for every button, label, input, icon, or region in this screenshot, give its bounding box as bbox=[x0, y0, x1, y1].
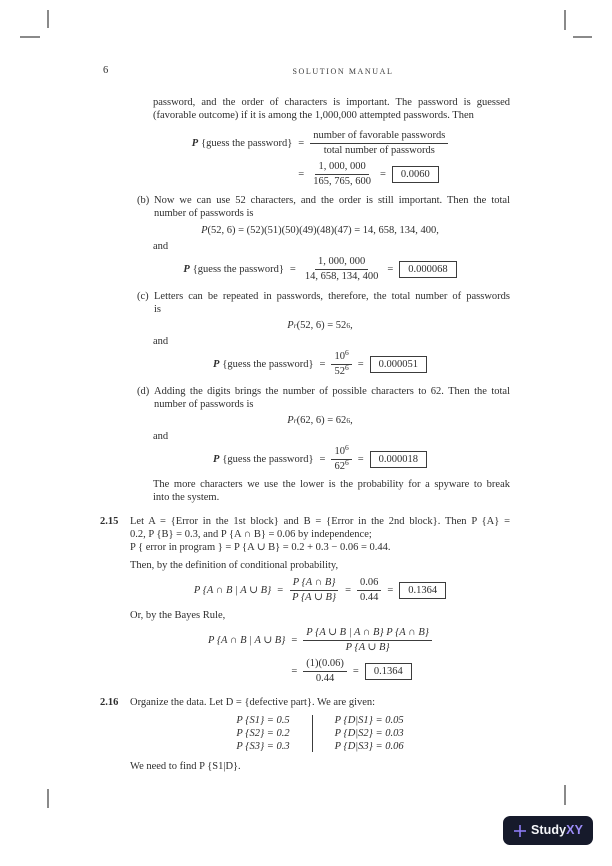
given-row: P {D|S2} = 0.03 bbox=[334, 728, 404, 739]
item-label: (d) bbox=[137, 386, 150, 397]
equation-guess-password-d: P {guess the password} = $\frac{10^6}{62^6}$ = 0.000018 bbox=[130, 446, 510, 473]
equation-bayes-rule: P {A ∩ B | A ∪ B} = $\frac{P \{A \cup B | A \cap B\} P \{A \cap B\}}{P \{A \cup B\}}$ = $\frac{(1)(0.06)}{0.44}$ = 0.1364 bbox=[130, 627, 510, 685]
given-row: P {S2} = 0.2 bbox=[236, 728, 290, 739]
crop-mark-top-right-vertical bbox=[564, 10, 566, 30]
text-and: and bbox=[153, 336, 169, 347]
text-line: Letters can be repeated in passwords, therefore, the total number of passwords bbox=[154, 291, 510, 302]
text-line: Or, by the Bayes Rule, bbox=[130, 610, 226, 621]
text-line: Then, by the definition of conditional probability, bbox=[130, 560, 339, 571]
text-line: 0.2, P {B} = 0.3, and P {A ∩ B} = 0.06 by independence; bbox=[130, 529, 372, 540]
plus-icon bbox=[513, 824, 527, 838]
text-line: Let A = {Error in the 1st block} and B = {Error in the 2nd block}. Then P {A} = bbox=[130, 516, 510, 527]
fraction: $\frac{0.06}{0.44}$ bbox=[357, 577, 381, 604]
fraction: $\frac{1, 000, 000}{14, 658, 134, 400}$ bbox=[304, 256, 379, 282]
math-P: P bbox=[183, 264, 190, 275]
solution-item-b bbox=[137, 194, 510, 220]
math-P: P bbox=[212, 454, 220, 465]
text-line: (favorable outcome) if it is among the 1,000,000 attempted passwords. Then bbox=[153, 110, 474, 121]
equation-guess-password-a: P {guess the password} = $\frac{\text{number of favorable passwords}}{\text{total number of passwords}}$ = $\frac{1, 000, 000}{165, 765, 600}$ = 0.0060 bbox=[130, 130, 510, 188]
table-divider bbox=[312, 715, 313, 752]
boxed-answer: 0.1364 bbox=[399, 582, 446, 599]
text-and: and bbox=[153, 241, 169, 252]
studyxy-logo bbox=[503, 816, 593, 845]
item-label: (b) bbox=[137, 195, 150, 206]
equation-permutation-b: P (52, 6) = (52)(51)(50)(49)(48)(47) = 14, 658, 134, 400, bbox=[201, 225, 439, 236]
crop-mark-bottom-left-vertical bbox=[47, 789, 49, 808]
text-line: password, and the order of characters is important. The password is guessed bbox=[153, 97, 510, 108]
problem-number: 2.15 bbox=[100, 516, 119, 527]
page-header bbox=[103, 64, 583, 78]
text-line: We need to find P {S1|D}. bbox=[130, 761, 241, 772]
crop-mark-top-left-vertical bbox=[47, 10, 49, 28]
given-row: P {D|S1} = 0.05 bbox=[334, 715, 404, 726]
math-P: P bbox=[201, 225, 208, 236]
problem-2-16 bbox=[100, 696, 510, 773]
brand-text: StudyXY bbox=[530, 823, 584, 837]
boxed-answer: 0.1364 bbox=[365, 663, 412, 680]
text-line: The more characters we use the lower is the probability for a spyware to break bbox=[153, 479, 510, 490]
math-P: P bbox=[287, 415, 294, 426]
text-and: and bbox=[153, 431, 169, 442]
solution-item-c bbox=[137, 290, 510, 316]
text-line: number of passwords is bbox=[154, 399, 254, 410]
equation-lhs: P {A ∩ B | A ∪ B} bbox=[208, 635, 286, 646]
fraction: $\frac{\text{number of favorable passwords}}{\text{total number of passwords}}$ bbox=[310, 130, 448, 157]
equation-permutation-d: P r (62, 6) = 62 6 , bbox=[287, 415, 353, 426]
fraction: $\frac{1, 000, 000}{165, 765, 600}$ bbox=[313, 161, 371, 187]
page-number: 6 bbox=[103, 65, 109, 76]
crop-mark-top-left-horizontal bbox=[20, 36, 40, 38]
boxed-answer: 0.000068 bbox=[399, 261, 456, 278]
given-row: P {S3} = 0.3 bbox=[236, 741, 290, 752]
given-row: P {D|S3} = 0.06 bbox=[334, 741, 404, 752]
given-probabilities-table bbox=[130, 714, 510, 753]
math-P: P bbox=[191, 138, 199, 149]
math-P: P bbox=[212, 359, 220, 370]
boxed-answer: 0.000018 bbox=[370, 451, 427, 468]
item-label: (c) bbox=[137, 291, 149, 302]
text-line: Now we can use 52 characters, and the order is still important. Then the total bbox=[154, 195, 510, 206]
text-line: Organize the data. Let D = {defective part}. We are given: bbox=[130, 697, 376, 708]
crop-mark-bottom-right-vertical bbox=[564, 785, 566, 805]
fraction: $\frac{10^6}{62^6}$ bbox=[331, 446, 351, 473]
crop-mark-top-right-horizontal bbox=[573, 36, 592, 38]
problem-number: 2.16 bbox=[100, 697, 119, 708]
equation-lhs: P {A ∩ B | A ∪ B} bbox=[193, 585, 272, 596]
paragraph-part-a bbox=[153, 96, 510, 122]
given-row: P {S1} = 0.5 bbox=[236, 715, 290, 726]
fraction: $\frac{P \{A \cap B\}}{P \{A \cup B\}}$ bbox=[289, 577, 339, 604]
equation-guess-password-b: P {guess the password} = $\frac{1, 000, 000}{14, 658, 134, 400}$ = 0.000068 bbox=[130, 256, 510, 283]
text-line: number of passwords is bbox=[154, 208, 254, 219]
boxed-answer: 0.0060 bbox=[392, 166, 439, 183]
text-line: is bbox=[154, 304, 162, 315]
problem-2-15 bbox=[100, 515, 510, 685]
boxed-answer: 0.000051 bbox=[370, 356, 427, 373]
text-line: Adding the digits brings the number of possible characters to 62. Then the total bbox=[154, 386, 510, 397]
text-line: P { error in program } = P {A ∪ B} = 0.2 + 0.3 − 0.06 = 0.44. bbox=[130, 542, 391, 553]
fraction: $\frac{P \{A \cup B | A \cap B\} P \{A \cap B\}}{P \{A \cup B\}}$ bbox=[303, 627, 432, 654]
math-P: P bbox=[287, 320, 294, 331]
fraction: $\frac{(1)(0.06)}{0.44}$ bbox=[303, 658, 347, 685]
text-line: into the system. bbox=[153, 492, 220, 503]
fraction: $\frac{10^6}{52^6}$ bbox=[331, 351, 351, 378]
given-column-defect-rates bbox=[335, 714, 404, 753]
equation-guess-password-c: P {guess the password} = $\frac{10^6}{52^6}$ = 0.000051 bbox=[130, 351, 510, 378]
equation-conditional-probability: P {A ∩ B | A ∪ B} = $\frac{P \{A \cap B\}}{P \{A \cup B\}}$ = $\frac{0.06}{0.44}$ = 0.1364 bbox=[130, 577, 510, 604]
page-content bbox=[100, 96, 510, 773]
paragraph-conclusion-d bbox=[153, 478, 510, 504]
solution-item-d bbox=[137, 385, 510, 411]
equation-lhs: P {guess the password} bbox=[191, 138, 293, 149]
equation-permutation-c: P r (52, 6) = 52 6 , bbox=[287, 320, 353, 331]
given-column-sources bbox=[236, 714, 289, 753]
running-head: SOLUTION MANUAL bbox=[292, 67, 394, 76]
